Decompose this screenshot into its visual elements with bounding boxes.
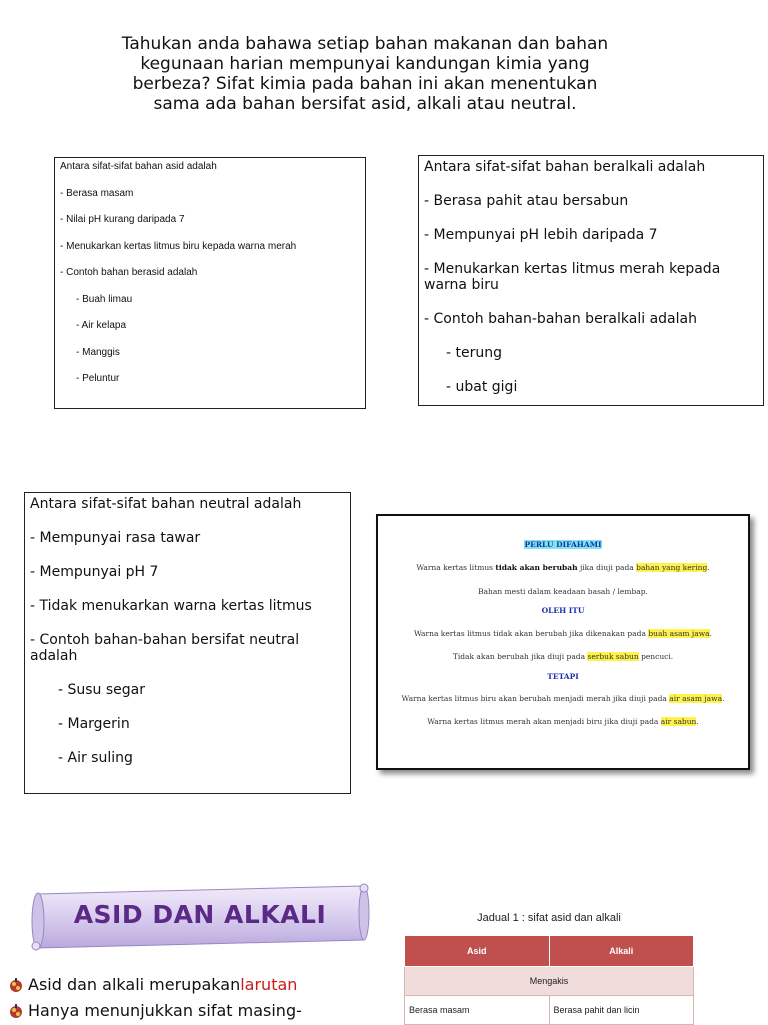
list-item: - Tidak menukarkan warna kertas litmus bbox=[30, 598, 312, 614]
box-heading: Antara sifat-sifat bahan neutral adalah bbox=[30, 496, 302, 512]
alkali-properties-box bbox=[418, 155, 764, 406]
example-item: - Air kelapa bbox=[76, 320, 127, 331]
list-item: - Nilai pH kurang daripada 7 bbox=[60, 214, 185, 225]
note-title: PERLU DIFAHAMI bbox=[524, 540, 602, 549]
asid-alkali-table bbox=[404, 935, 694, 1025]
list-item: - Berasa pahit atau bersabun bbox=[424, 193, 629, 209]
intro-line: Tahukan anda bahawa setiap bahan makanan dan bahan bbox=[121, 34, 609, 54]
neutral-properties-box bbox=[24, 492, 351, 794]
title-scroll-banner bbox=[30, 882, 370, 952]
list-item: - Mempunyai pH lebih daripada 7 bbox=[424, 227, 658, 243]
list-item: - Berasa masam bbox=[60, 187, 134, 199]
intro-line: sama ada bahan bersifat asid, alkali atau neutral. bbox=[153, 94, 577, 114]
note-line: Warna kertas litmus merah akan menjadi biru jika diuji pada air sabun. bbox=[427, 717, 699, 726]
intro-paragraph bbox=[70, 34, 660, 114]
asid-properties-box bbox=[54, 157, 366, 409]
table-cell: Berasa pahit dan licin bbox=[549, 996, 694, 1025]
table-header-row bbox=[405, 936, 694, 967]
note-subheading: TETAPI bbox=[547, 672, 579, 681]
table-header: Asid bbox=[405, 936, 550, 967]
example-item: - terung bbox=[446, 345, 502, 361]
note-line: Bahan mesti dalam keadaan basah / lembap. bbox=[478, 587, 648, 596]
example-item: - Air suling bbox=[58, 750, 133, 766]
table-cell: Berasa masam bbox=[405, 996, 550, 1025]
bullet-icon bbox=[8, 977, 24, 993]
table-row bbox=[405, 967, 694, 996]
note-line: Warna kertas litmus tidak akan berubah jika dikenakan pada buah asam jawa. bbox=[414, 629, 712, 638]
note-line: Warna kertas litmus biru akan berubah menjadi merah jika diuji pada air asam jawa. bbox=[401, 694, 725, 703]
table-cell: Mengakis bbox=[405, 967, 694, 996]
note-subheading: OLEH ITU bbox=[541, 606, 585, 615]
example-item: - Margerin bbox=[58, 716, 130, 732]
note-line: Tidak akan berubah jika diuji pada serbuk sabun pencuci. bbox=[452, 652, 674, 661]
bullet-list bbox=[8, 972, 302, 1024]
example-item: - Manggis bbox=[76, 346, 120, 358]
box-heading: Antara sifat-sifat bahan beralkali adalah bbox=[424, 159, 706, 175]
bullet-item: Asid dan alkali merupakan larutan bbox=[8, 972, 302, 998]
intro-line: berbeza? Sifat kimia pada bahan ini akan menentukan bbox=[132, 74, 598, 94]
list-item: - Contoh bahan berasid adalah bbox=[60, 267, 198, 278]
intro-line: kegunaan harian mempunyai kandungan kimia yang bbox=[140, 54, 590, 74]
note-line: Warna kertas litmus tidak akan berubah jika diuji pada bahan yang kering. bbox=[416, 563, 710, 572]
list-item: - Contoh bahan-bahan beralkali adalah bbox=[424, 311, 697, 327]
banner-title: ASID DAN ALKALI bbox=[73, 900, 327, 929]
list-item: - Mempunyai rasa tawar bbox=[30, 530, 201, 546]
table-header: Alkali bbox=[549, 936, 694, 967]
example-item: - Peluntur bbox=[76, 373, 120, 384]
list-item: - Menukarkan kertas litmus merah kepada warna biru bbox=[424, 261, 721, 293]
bullet-item: Hanya menunjukkan sifat masing- bbox=[8, 998, 302, 1024]
list-item: - Menukarkan kertas litmus biru kepada warna merah bbox=[60, 240, 297, 252]
example-item: - ubat gigi bbox=[446, 379, 518, 395]
list-item: - Contoh bahan-bahan bersifat neutral adalah bbox=[30, 632, 300, 664]
bullet-icon bbox=[8, 1003, 24, 1019]
table-caption: Jadual 1 : sifat asid dan alkali bbox=[477, 912, 621, 924]
table-row bbox=[405, 996, 694, 1025]
example-item: - Susu segar bbox=[58, 682, 146, 698]
box-heading: Antara sifat-sifat bahan asid adalah bbox=[60, 161, 217, 172]
list-item: - Mempunyai pH 7 bbox=[30, 564, 159, 580]
perlu-difahami-note bbox=[376, 514, 750, 770]
example-item: - Buah limau bbox=[76, 293, 133, 305]
